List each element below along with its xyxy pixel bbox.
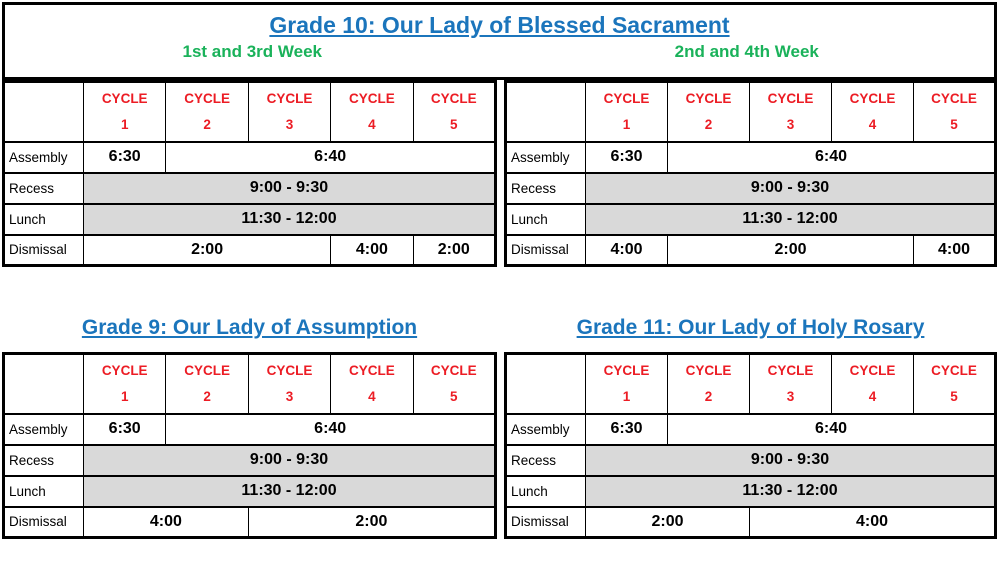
row-label-dismissal: Dismissal	[4, 507, 84, 538]
cycle-header-1: CYCLE 1	[586, 82, 668, 142]
cycle-header-3: CYCLE 3	[248, 354, 330, 414]
row-label-recess: Recess	[4, 445, 84, 476]
assembly-time-c2-5: 6:40	[668, 142, 996, 173]
dismissal-row	[506, 235, 996, 266]
lunch-row	[4, 204, 496, 235]
lunch-time: 11:30 - 12:00	[586, 204, 996, 235]
table-grade10-week24	[504, 80, 997, 267]
cycle-header-5: CYCLE 5	[914, 82, 996, 142]
row-label-dismissal: Dismissal	[4, 235, 84, 266]
dismissal-row	[506, 507, 996, 538]
week-label-1st-3rd: 1st and 3rd Week	[182, 42, 323, 61]
cycle-header-4: CYCLE 4	[331, 354, 413, 414]
cycle-header-1: CYCLE 1	[84, 82, 166, 142]
cycle-header-3: CYCLE 3	[750, 82, 832, 142]
dismissal-time-c5: 2:00	[413, 235, 495, 266]
dismissal-time-c2-4: 2:00	[668, 235, 914, 266]
row-label-recess: Recess	[4, 173, 84, 204]
cycle-header-3: CYCLE 3	[750, 354, 832, 414]
recess-row	[4, 173, 496, 204]
dismissal-time-c1-2: 4:00	[84, 507, 249, 538]
recess-time: 9:00 - 9:30	[84, 445, 496, 476]
row-label-recess: Recess	[506, 445, 586, 476]
assembly-time-c2-5: 6:40	[166, 142, 496, 173]
dismissal-time-c5: 4:00	[914, 235, 996, 266]
dismissal-time-c1-2: 2:00	[586, 507, 750, 538]
cycle-header-3: CYCLE 3	[248, 82, 330, 142]
recess-row	[4, 445, 496, 476]
header-row	[4, 354, 496, 414]
cycle-header-4: CYCLE 4	[832, 354, 914, 414]
dismissal-row	[4, 507, 496, 538]
cycle-header-5: CYCLE 5	[413, 82, 495, 142]
row-label-dismissal: Dismissal	[506, 507, 586, 538]
dismissal-row	[4, 235, 496, 266]
assembly-row	[506, 142, 996, 173]
lunch-time: 11:30 - 12:00	[84, 476, 496, 507]
cycle-header-5: CYCLE 5	[413, 354, 495, 414]
assembly-time-c1: 6:30	[586, 414, 668, 445]
row-label-assembly: Assembly	[506, 142, 586, 173]
lunch-row	[506, 204, 996, 235]
lunch-time: 11:30 - 12:00	[84, 204, 496, 235]
recess-time: 9:00 - 9:30	[586, 173, 996, 204]
cycle-header-2: CYCLE 2	[668, 82, 750, 142]
recess-time: 9:00 - 9:30	[586, 445, 996, 476]
assembly-time-c1: 6:30	[84, 142, 166, 173]
header-row	[4, 82, 496, 142]
row-label-lunch: Lunch	[506, 476, 586, 507]
assembly-time-c1: 6:30	[586, 142, 668, 173]
table-grade10-week13	[2, 80, 497, 267]
cycle-header-2: CYCLE 2	[166, 82, 248, 142]
row-label-lunch: Lunch	[4, 204, 84, 235]
assembly-time-c2-5: 6:40	[166, 414, 496, 445]
cycle-header-4: CYCLE 4	[331, 82, 413, 142]
row-label-assembly: Assembly	[4, 142, 84, 173]
week-label-2nd-4th: 2nd and 4th Week	[674, 42, 819, 61]
dismissal-time-c3-5: 2:00	[248, 507, 495, 538]
row-label-lunch: Lunch	[506, 204, 586, 235]
lunch-time: 11:30 - 12:00	[586, 476, 996, 507]
recess-row	[506, 173, 996, 204]
table-grade11	[504, 352, 997, 539]
recess-time: 9:00 - 9:30	[84, 173, 496, 204]
assembly-time-c2-5: 6:40	[668, 414, 996, 445]
assembly-time-c1: 6:30	[84, 414, 166, 445]
corner-cell	[506, 354, 586, 414]
cycle-header-1: CYCLE 1	[586, 354, 668, 414]
table-grade9	[2, 352, 497, 539]
dismissal-time-c1: 4:00	[586, 235, 668, 266]
week-labels-row	[5, 42, 994, 62]
lunch-row	[506, 476, 996, 507]
page-title: Grade 10: Our Lady of Blessed Sacrament	[269, 12, 730, 38]
row-label-recess: Recess	[506, 173, 586, 204]
row-label-dismissal: Dismissal	[506, 235, 586, 266]
corner-cell	[506, 82, 586, 142]
assembly-row	[4, 142, 496, 173]
lunch-row	[4, 476, 496, 507]
dismissal-time-c4: 4:00	[331, 235, 413, 266]
grade10-header-box	[2, 2, 997, 80]
grade9-title: Grade 9: Our Lady of Assumption	[81, 316, 418, 339]
dismissal-time-c1-3: 2:00	[84, 235, 331, 266]
cycle-header-2: CYCLE 2	[166, 354, 248, 414]
recess-row	[506, 445, 996, 476]
row-label-lunch: Lunch	[4, 476, 84, 507]
cycle-header-1: CYCLE 1	[84, 354, 166, 414]
dismissal-time-c3-5: 4:00	[750, 507, 996, 538]
corner-cell	[4, 82, 84, 142]
cycle-header-2: CYCLE 2	[668, 354, 750, 414]
assembly-row	[506, 414, 996, 445]
cycle-header-4: CYCLE 4	[832, 82, 914, 142]
corner-cell	[4, 354, 84, 414]
row-label-assembly: Assembly	[4, 414, 84, 445]
row-label-assembly: Assembly	[506, 414, 586, 445]
cycle-header-5: CYCLE 5	[914, 354, 996, 414]
assembly-row	[4, 414, 496, 445]
grade11-title: Grade 11: Our Lady of Holy Rosary	[576, 316, 925, 339]
header-row	[506, 82, 996, 142]
header-row	[506, 354, 996, 414]
